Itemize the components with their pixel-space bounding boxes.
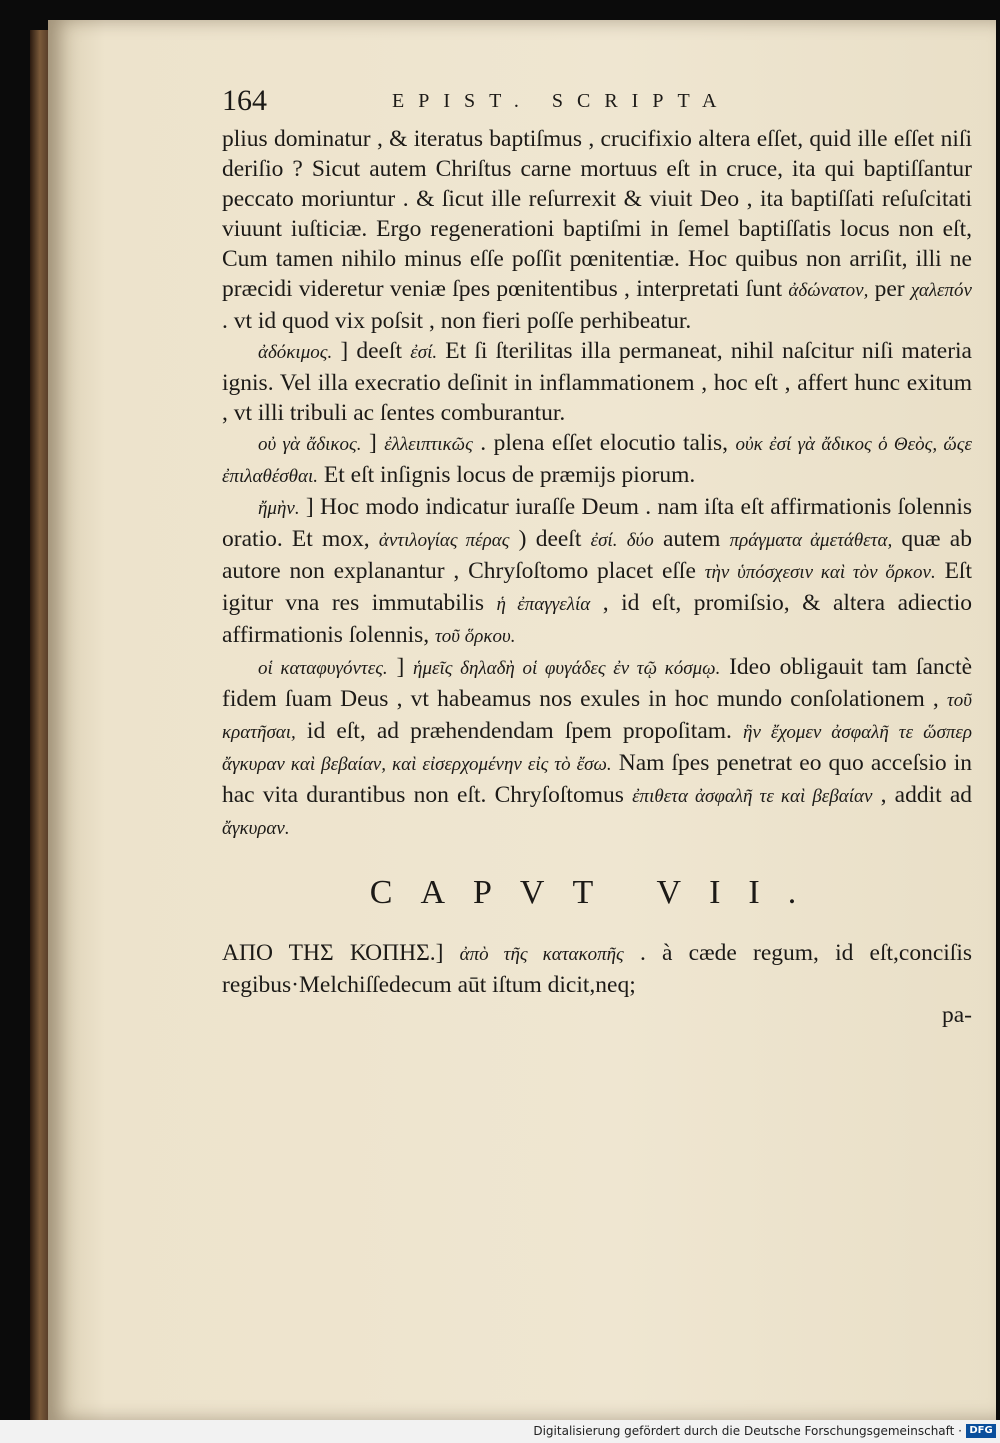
- paragraph: [222, 124, 972, 336]
- greek-text: ἐσί.: [590, 530, 618, 551]
- latin-text: Eſt igitur vna res immutabilis: [222, 558, 972, 616]
- greek-text: ἤμὴν.: [258, 498, 300, 519]
- latin-text: . vt id quod vix poſsit , non fieri poſſe perhibeatur.: [222, 308, 692, 334]
- greek-text: πράγματα ἀμετάθετα,: [729, 530, 893, 551]
- page-text-block: [222, 84, 972, 1029]
- greek-text: οὐκ ἐσί γὰ ἄδικος ὁ Θεὸς, ὥςε ἐπιλαθέσθαι.: [222, 434, 973, 487]
- page-header: [222, 84, 972, 124]
- latin-text: Et ſi ſterilitas illa permaneat, nihil naſcitur niſi materia ignis. Vel illa execratio deſinit in inflammationem , hoc eſt , affert hunc exitum , vt illi tribuli ac ſentes comburantur.: [222, 338, 972, 426]
- paragraph: [222, 652, 972, 844]
- latin-text: . à cæde regum, id eſt,conciſis regibus·Melchiſſedecum aūt iſtum dicit,neq;: [222, 940, 972, 998]
- funding-credit: Digitalisierung gefördert durch die Deutsche Forschungsgemeinschaft ·: [533, 1424, 962, 1438]
- greek-text: ἡμεῖς δηλαδὴ οἱ φυγάδες ἐν τῷ κόσμῳ.: [413, 658, 721, 679]
- catchword: pa-: [941, 1002, 972, 1028]
- greek-text: τὴν ὑπόσχεσιν καὶ τὸν ὅρκον.: [704, 562, 936, 583]
- greek-text: ἐσί.: [410, 342, 438, 363]
- latin-text: [617, 526, 626, 552]
- greek-text: ἀντιλογίας πέρας: [378, 530, 510, 551]
- greek-text: τοῦ κρατῆσαι,: [222, 690, 972, 743]
- latin-text: ) deeſt: [509, 526, 591, 552]
- greek-text: ἣν ἔχομεν ἀσφαλῆ τε ὥσπερ ἄγκυραν καὶ βεβαίαν, καὶ εἰσερχομένην εἰς τὸ ἔσω.: [222, 722, 972, 775]
- latin-text: autem: [653, 526, 730, 552]
- greek-text: οὐ γὰ ἄδικος.: [258, 434, 362, 455]
- latin-text: Nam ſpes penetrat eo quo acceſsio in hac vita durantibus non eſt. Chryſoſtomus: [222, 750, 972, 808]
- greek-text: ἐλλειπτικῶς: [384, 434, 473, 455]
- paragraph: [222, 428, 972, 492]
- chapter-first-paragraph: [222, 938, 972, 1000]
- latin-text: per: [868, 276, 911, 302]
- latin-text: Et eſt inſignis locus de præmijs piorum.: [318, 462, 696, 488]
- paragraph: [222, 492, 972, 652]
- greek-text: ἀδόκιμος.: [258, 342, 333, 363]
- greek-text: τοῦ ὅρκου.: [435, 626, 516, 647]
- latin-text: , id eſt, promiſsio, & altera adiectio affirmationis ſolennis,: [222, 590, 972, 648]
- latin-text: . plena eſſet elocutio talis,: [472, 430, 736, 456]
- latin-text: id eſt, ad præhendendam ſpem propoſitam.: [295, 718, 744, 744]
- page-number: 164: [222, 84, 267, 117]
- latin-text: quæ ab autore non explanantur , Chryſoſtomo placet eſſe: [222, 526, 972, 584]
- latin-text: ]: [361, 430, 385, 456]
- greek-text: ἐπιθετα ἀσφαλῆ τε καὶ βεβαίαν: [632, 786, 873, 807]
- running-head: EPIST. SCRIPTA: [392, 90, 731, 112]
- latin-text: ]: [387, 654, 414, 680]
- latin-text: ΑΠΟ ΤΗΣ ΚΟΠΗΣ.]: [222, 940, 460, 966]
- latin-text: ] deeſt: [332, 338, 411, 364]
- greek-text: ἀδώνατον,: [788, 280, 869, 301]
- latin-text: ] Hoc modo indicatur iuraſſe Deum . nam iſta eſt affirmationis ſolennis oratio. Et mox,: [222, 494, 972, 552]
- greek-text: οἱ καταφυγόντες.: [258, 658, 388, 679]
- body-paragraphs: [222, 124, 972, 844]
- greek-text: ἄγκυραν.: [222, 818, 290, 839]
- greek-text: δύο: [626, 530, 654, 551]
- latin-text: Ideo obligauit tam ſanctè fidem ſuam Deus , vt habeamus nos exules in hoc mundo conſolationem ,: [222, 654, 973, 712]
- greek-text: ἡ ἐπαγγελία: [496, 594, 591, 615]
- dfg-logo: DFG: [966, 1424, 996, 1438]
- paragraph: [222, 938, 972, 1000]
- latin-text: plius dominatur , & iteratus baptiſmus , crucifixio altera eſſet, quid ille eſſet niſi deriſio ? Sicut autem Chriſtus carne mortuus eſt in cruce, ita qui baptiſſantur peccato moriuntur . & ſicut ille reſurrexit & viuit Deo , ita baptiſſati reſuſcitati viuunt iuſticiæ. Ergo regenerationi baptiſmi in ſemel baptiſſatis locus non eſt, Cum tamen nihilo minus eſſe poſſit pœnitentiæ. Hoc quibus non arriſit, illi ne præcidi videretur veniæ ſpes pœnitentibus , interpretati ſunt: [222, 126, 972, 302]
- latin-text: , addit ad: [872, 782, 973, 808]
- paragraph: [222, 336, 972, 428]
- greek-text: ἀπὸ τῆς κατακοπῆς: [459, 944, 624, 965]
- greek-text: χαλεπόν: [910, 280, 972, 301]
- chapter-title: CAPVT VII.: [369, 874, 825, 911]
